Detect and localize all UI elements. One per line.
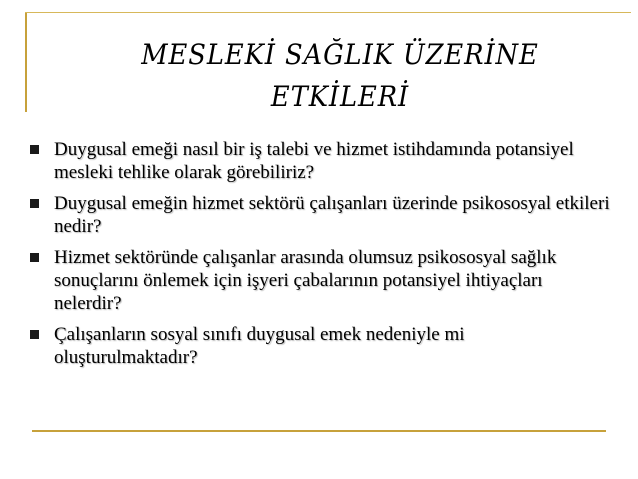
gold-top-rule — [25, 12, 631, 13]
slide-title — [82, 34, 597, 118]
gold-bottom-rule — [32, 430, 606, 432]
gold-vertical-rule — [25, 12, 27, 112]
bullet-item-4 — [30, 323, 610, 369]
square-bullet-icon — [30, 253, 39, 262]
bullet-item-1 — [30, 138, 610, 184]
bullet-text-3: Hizmet sektöründe çalışanlar arasında olumsuz psikososyal sağlık sonuçlarını önlemek için işyeri çabalarının potansiyel ihtiyaçları nelerdir? — [54, 247, 557, 314]
title-line-1: MESLEKİ SAĞLIK ÜZERİNE — [141, 38, 539, 71]
bullet-text-4: Çalışanların sosyal sınıfı duygusal emek nedeniyle mi oluşturulmaktadır? — [54, 324, 465, 368]
square-bullet-icon — [30, 199, 39, 208]
bullet-text-1: Duygusal emeği nasıl bir iş talebi ve hizmet istihdamında potansiyel mesleki tehlike olarak görebiliriz? — [54, 139, 574, 183]
square-bullet-icon — [30, 145, 39, 154]
square-bullet-icon — [30, 330, 39, 339]
bullet-text-2: Duygusal emeğin hizmet sektörü çalışanları üzerinde psikososyal etkileri nedir? — [54, 193, 610, 237]
bullet-item-2 — [30, 192, 610, 238]
title-line-2: ETKİLERİ — [270, 80, 410, 113]
bullet-list — [30, 138, 610, 377]
bullet-item-3 — [30, 246, 610, 315]
